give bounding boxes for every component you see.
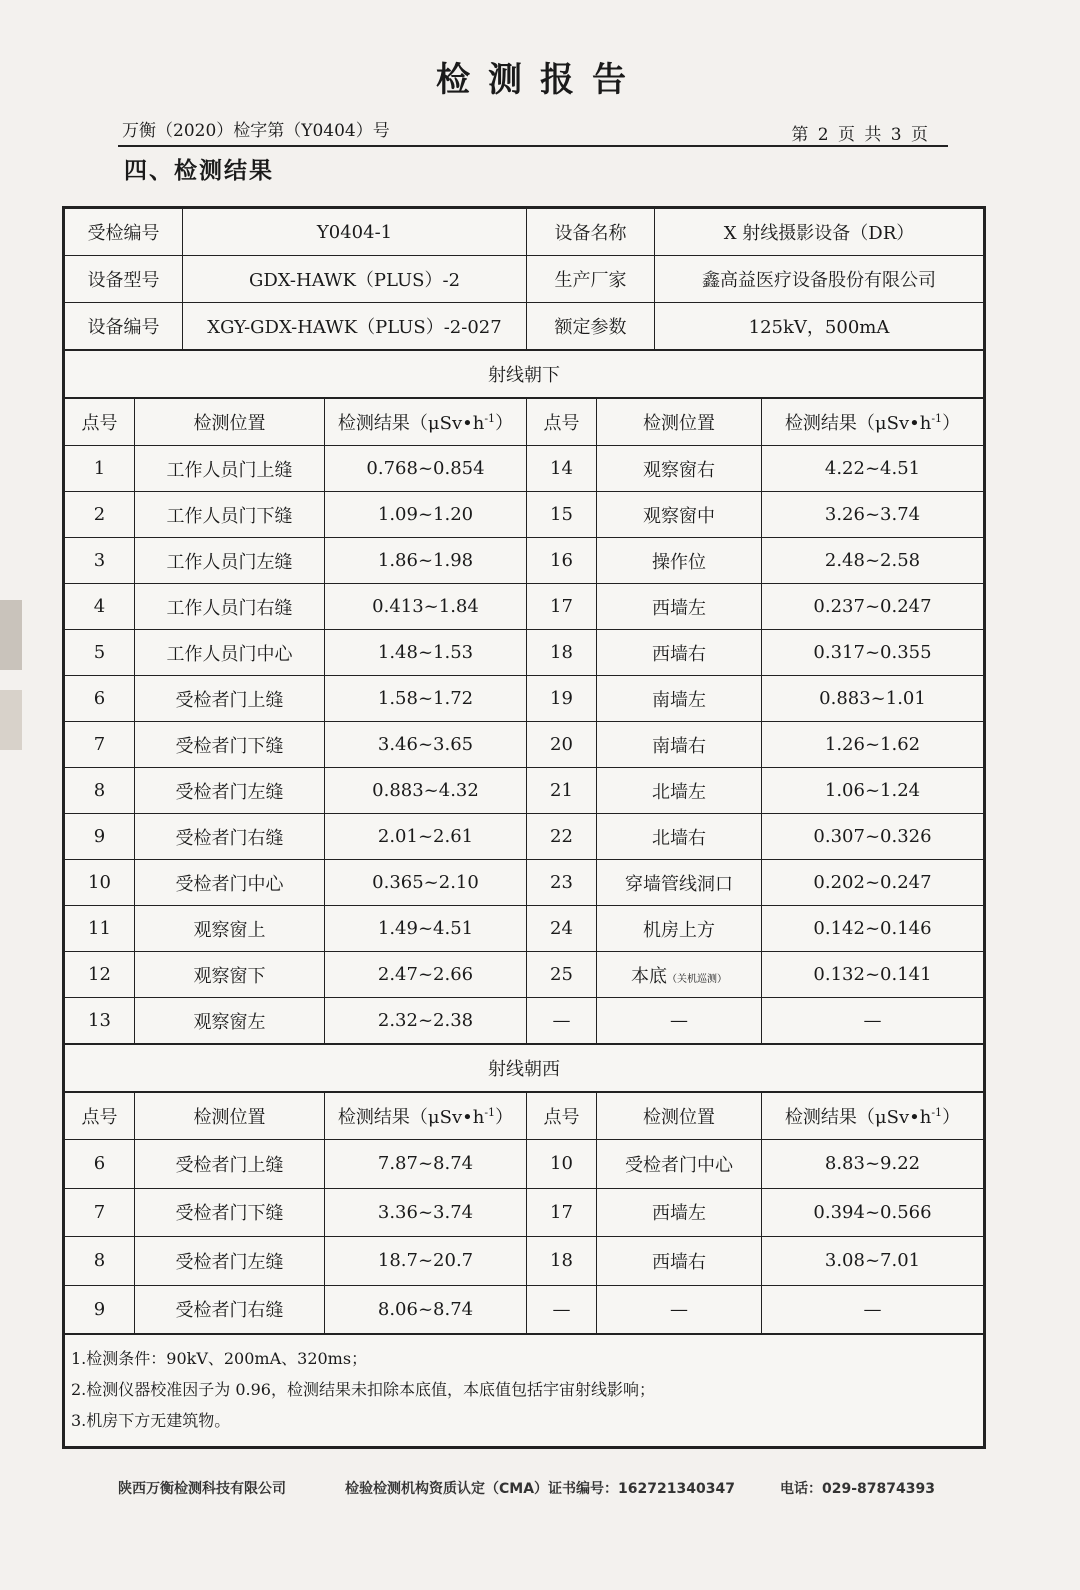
rated-params: 125kV，500mA [655, 303, 984, 350]
check-position: — [597, 1285, 762, 1334]
result-value: 0.883~4.32 [325, 768, 527, 814]
notes-table [64, 1334, 984, 1447]
device-name: X 射线摄影设备（DR） [655, 209, 984, 256]
result-value: 0.768~0.854 [325, 446, 527, 492]
point-number: 7 [65, 722, 135, 768]
point-number: 14 [527, 446, 597, 492]
scan-artifact [0, 690, 22, 750]
point-number: 7 [65, 1188, 135, 1237]
result-value: 3.46~3.65 [325, 722, 527, 768]
check-position: 西墙右 [597, 1237, 762, 1286]
col-position: 检测位置 [597, 399, 762, 446]
point-number: 17 [527, 1188, 597, 1237]
check-position: 工作人员门下缝 [135, 492, 325, 538]
result-value: 0.365~2.10 [325, 860, 527, 906]
check-position: 观察窗上 [135, 906, 325, 952]
note-line: 2.检测仪器校准因子为 0.96，检测结果未扣除本底值，本底值包括宇宙射线影响； [71, 1380, 655, 1399]
result-value: 18.7~20.7 [325, 1237, 527, 1286]
label-device-no: 设备编号 [65, 303, 183, 350]
col-point: 点号 [65, 399, 135, 446]
west-section-title: 射线朝西 [65, 1045, 984, 1092]
col-point: 点号 [527, 1093, 597, 1140]
result-value: 1.06~1.24 [762, 768, 984, 814]
table-row [65, 446, 984, 492]
check-position: 工作人员门右缝 [135, 584, 325, 630]
table-row [65, 1188, 984, 1237]
result-value: 0.317~0.355 [762, 630, 984, 676]
table-row [65, 860, 984, 906]
result-value: 0.883~1.01 [762, 676, 984, 722]
table-row [65, 998, 984, 1044]
result-value: 1.86~1.98 [325, 538, 527, 584]
check-position: 工作人员门上缝 [135, 446, 325, 492]
result-value: 0.237~0.247 [762, 584, 984, 630]
point-number: 23 [527, 860, 597, 906]
point-number: 19 [527, 676, 597, 722]
point-number: 12 [65, 952, 135, 998]
point-number: 11 [65, 906, 135, 952]
result-value: 0.394~0.566 [762, 1188, 984, 1237]
result-value: 1.49~4.51 [325, 906, 527, 952]
point-number: 9 [65, 1285, 135, 1334]
point-number: 21 [527, 768, 597, 814]
check-position: 西墙左 [597, 1188, 762, 1237]
point-number: 6 [65, 676, 135, 722]
check-position: 受检者门左缝 [135, 768, 325, 814]
result-value: 1.58~1.72 [325, 676, 527, 722]
device-info-table [64, 208, 984, 350]
notes-cell [65, 1335, 984, 1447]
point-number: 1 [65, 446, 135, 492]
point-number: 6 [65, 1140, 135, 1189]
point-number: 5 [65, 630, 135, 676]
result-value: 8.83~9.22 [762, 1140, 984, 1189]
check-position: 北墙左 [597, 768, 762, 814]
result-value: 0.142~0.146 [762, 906, 984, 952]
result-value: 1.48~1.53 [325, 630, 527, 676]
footer-company: 陕西万衡检测科技有限公司 [118, 1481, 286, 1497]
scan-artifact [0, 600, 22, 670]
check-position: 机房上方 [597, 906, 762, 952]
footer-phone: 电话：029-87874393 [780, 1481, 935, 1497]
result-value: — [762, 998, 984, 1044]
point-number: 2 [65, 492, 135, 538]
device-no: XGY-GDX-HAWK（PLUS）-2-027 [183, 303, 527, 350]
point-number: 15 [527, 492, 597, 538]
table-row [65, 1140, 984, 1189]
point-number: 16 [527, 538, 597, 584]
point-number: 22 [527, 814, 597, 860]
check-position: 本底（关机巡测） [597, 952, 762, 998]
point-number: 8 [65, 1237, 135, 1286]
check-position: — [597, 998, 762, 1044]
col-point: 点号 [65, 1093, 135, 1140]
col-point: 点号 [527, 399, 597, 446]
point-number: 3 [65, 538, 135, 584]
report-title: 检测报告 [436, 60, 644, 100]
check-position: 受检者门中心 [135, 860, 325, 906]
point-number: — [527, 1285, 597, 1334]
result-value: 0.413~1.84 [325, 584, 527, 630]
table-row [65, 584, 984, 630]
check-position: 观察窗左 [135, 998, 325, 1044]
table-row [65, 676, 984, 722]
result-value: 1.09~1.20 [325, 492, 527, 538]
result-value: 2.48~2.58 [762, 538, 984, 584]
down-section-title: 射线朝下 [65, 351, 984, 398]
point-number: 18 [527, 1237, 597, 1286]
check-position: 北墙右 [597, 814, 762, 860]
check-position: 工作人员门中心 [135, 630, 325, 676]
point-number: 10 [527, 1140, 597, 1189]
point-number: 9 [65, 814, 135, 860]
report-number: 万衡（2020）检字第（Y0404）号 [122, 121, 390, 141]
down-results-table [64, 398, 984, 1044]
results-sheet [62, 206, 986, 1449]
col-result: 检测结果$(\mu Sv•h^{-1})$ [325, 399, 527, 446]
table-row [65, 538, 984, 584]
check-position: 操作位 [597, 538, 762, 584]
check-position: 南墙右 [597, 722, 762, 768]
col-position: 检测位置 [597, 1093, 762, 1140]
label-device-name: 设备名称 [527, 209, 655, 256]
result-value: — [762, 1285, 984, 1334]
table-row [65, 492, 984, 538]
result-value: 2.32~2.38 [325, 998, 527, 1044]
point-number: 13 [65, 998, 135, 1044]
point-number: 8 [65, 768, 135, 814]
table-row [65, 906, 984, 952]
result-value: 0.202~0.247 [762, 860, 984, 906]
col-position: 检测位置 [135, 1093, 325, 1140]
point-number: 17 [527, 584, 597, 630]
col-position: 检测位置 [135, 399, 325, 446]
maker: 鑫高益医疗设备股份有限公司 [655, 256, 984, 303]
result-value: 8.06~8.74 [325, 1285, 527, 1334]
table-row [65, 814, 984, 860]
check-position: 观察窗右 [597, 446, 762, 492]
check-position: 受检者门下缝 [135, 1188, 325, 1237]
check-position: 受检者门左缝 [135, 1237, 325, 1286]
page-info: 第 2 页 共 3 页 [791, 125, 930, 145]
point-number: 4 [65, 584, 135, 630]
table-row [65, 722, 984, 768]
result-value: 3.08~7.01 [762, 1237, 984, 1286]
point-number: 10 [65, 860, 135, 906]
check-position: 受检者门中心 [597, 1140, 762, 1189]
check-position: 受检者门右缝 [135, 1285, 325, 1334]
col-result: 检测结果$(\mu Sv•h^{-1})$ [762, 399, 984, 446]
col-result: 检测结果$(\mu Sv•h^{-1})$ [762, 1093, 984, 1140]
west-band [64, 1044, 984, 1092]
result-value: 3.36~3.74 [325, 1188, 527, 1237]
result-value: 1.26~1.62 [762, 722, 984, 768]
point-number: 20 [527, 722, 597, 768]
label-sample-no: 受检编号 [65, 209, 183, 256]
result-value: 2.47~2.66 [325, 952, 527, 998]
check-position: 受检者门右缝 [135, 814, 325, 860]
check-position: 工作人员门左缝 [135, 538, 325, 584]
point-number: 24 [527, 906, 597, 952]
footer-cma: 检验检测机构资质认定（CMA）证书编号：162721340347 [345, 1481, 735, 1497]
point-number: 18 [527, 630, 597, 676]
check-position: 西墙左 [597, 584, 762, 630]
model: GDX-HAWK（PLUS）-2 [183, 256, 527, 303]
check-position: 观察窗下 [135, 952, 325, 998]
check-position: 受检者门下缝 [135, 722, 325, 768]
col-result: 检测结果$(\mu Sv•h^{-1})$ [325, 1093, 527, 1140]
check-position: 受检者门上缝 [135, 1140, 325, 1189]
table-row [65, 1285, 984, 1334]
label-rated: 额定参数 [527, 303, 655, 350]
check-position: 观察窗中 [597, 492, 762, 538]
label-model: 设备型号 [65, 256, 183, 303]
label-maker: 生产厂家 [527, 256, 655, 303]
result-value: 7.87~8.74 [325, 1140, 527, 1189]
result-value: 4.22~4.51 [762, 446, 984, 492]
section-title: 四、检测结果 [124, 157, 274, 184]
point-number: — [527, 998, 597, 1044]
note-line: 1.检测条件：90kV、200mA、320ms； [71, 1349, 368, 1368]
west-results-table [64, 1092, 984, 1334]
point-number: 25 [527, 952, 597, 998]
result-value: 0.132~0.141 [762, 952, 984, 998]
down-band [64, 350, 984, 398]
result-value: 0.307~0.326 [762, 814, 984, 860]
check-position: 南墙左 [597, 676, 762, 722]
result-value: 3.26~3.74 [762, 492, 984, 538]
check-position: 受检者门上缝 [135, 676, 325, 722]
table-row [65, 1237, 984, 1286]
result-value: 2.01~2.61 [325, 814, 527, 860]
table-row [65, 952, 984, 998]
note-line: 3.机房下方无建筑物。 [71, 1411, 231, 1430]
check-position: 穿墙管线洞口 [597, 860, 762, 906]
check-position: 西墙右 [597, 630, 762, 676]
table-row [65, 768, 984, 814]
position-note: （关机巡测） [667, 973, 727, 985]
table-row [65, 630, 984, 676]
header-divider [118, 145, 948, 147]
sample-no: Y0404-1 [183, 209, 527, 256]
